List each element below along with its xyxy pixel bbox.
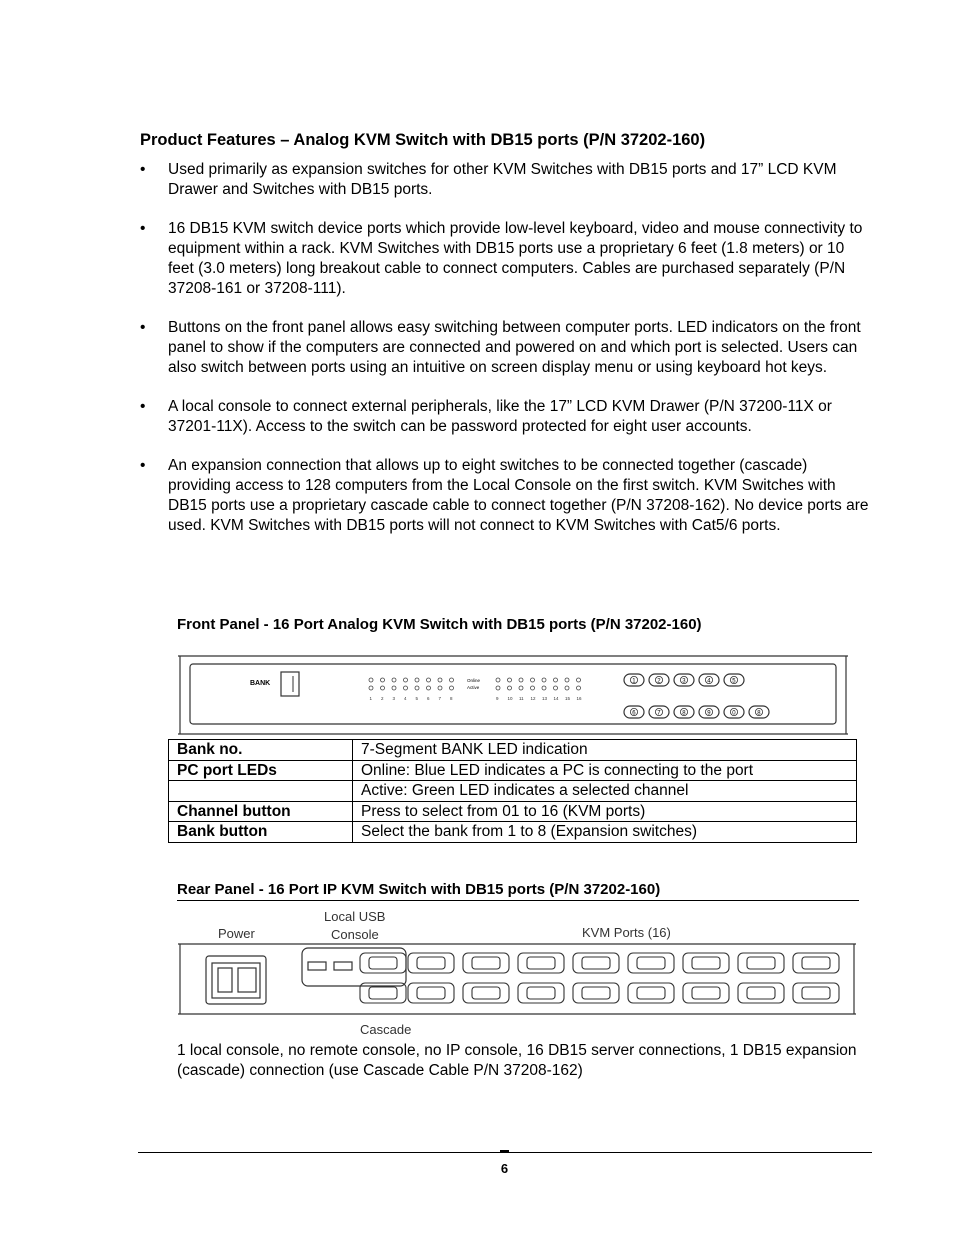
feature-text: 16 DB15 KVM switch device ports which provide low-level keyboard, video and mouse connectivity to equipment within a rack. KVM Switches with DB15 ports use a proprietary 6 feet (1.8 meters) or 10 feet (3.0 meters) long breakout cable to connect computers. Cables are purchased separately (P/N 37208-161 or 37208-111). (168, 220, 863, 297)
led-online (438, 678, 442, 682)
bullet: • (140, 457, 146, 474)
table-cell-value: Online: Blue LED indicates a PC is connecting to the port (353, 760, 857, 781)
button-number: 8 (682, 710, 686, 717)
online-label: Online (467, 678, 481, 683)
db15-port (738, 953, 784, 973)
table-row (169, 781, 857, 802)
led-active (369, 686, 373, 690)
led-active (531, 686, 535, 690)
led-number: 15 (565, 696, 571, 701)
button-number: 7 (657, 710, 661, 717)
front-panel-image (178, 654, 848, 736)
bullet: • (140, 220, 146, 237)
led-online (427, 678, 431, 682)
led-active (508, 686, 512, 690)
led-numbers (370, 696, 583, 701)
usb-console-block (302, 948, 406, 986)
button-number: 1 (632, 678, 636, 685)
db15-port (738, 983, 784, 1003)
front-panel-heading: Front Panel - 16 Port Analog KVM Switch with DB15 ports (P/N 37202-160) (177, 616, 702, 633)
bullet: • (140, 161, 146, 178)
panel-buttons (624, 674, 769, 718)
led-number: 13 (542, 696, 548, 701)
button-number: 0 (732, 710, 736, 717)
rear-panel-heading: Rear Panel - 16 Port IP KVM Switch with DB15 ports (P/N 37202-160) (177, 881, 859, 901)
led-number: 12 (530, 696, 536, 701)
db15-shell (802, 957, 830, 969)
led-active (404, 686, 408, 690)
local-usb-label: Local USB (324, 909, 386, 924)
power-label: Power (218, 926, 255, 941)
led-number: 2 (381, 696, 384, 701)
button-number: 5 (732, 678, 736, 685)
db15-shell (417, 987, 445, 999)
db15-shell (692, 957, 720, 969)
db15-shell (582, 957, 610, 969)
led-online (450, 678, 454, 682)
feature-list (140, 160, 870, 555)
db15-port (360, 953, 406, 973)
db15-port (628, 983, 674, 1003)
db15-port (573, 983, 619, 1003)
led-active (415, 686, 419, 690)
db15-port (793, 953, 839, 973)
db15-shell (582, 987, 610, 999)
footer-tick (500, 1150, 509, 1153)
led-number: 4 (404, 696, 407, 701)
db15-port (518, 953, 564, 973)
feature-text: A local console to connect external peripherals, like the 17” LCD KVM Drawer (P/N 37200-11X or 37201-11X). Access to the switch can be password protected for eight user accounts. (168, 398, 832, 435)
bullet: • (140, 398, 146, 415)
led-number: 5 (415, 696, 419, 701)
db15-shell (369, 987, 397, 999)
rear-panel-image (178, 906, 858, 1038)
table-row (169, 740, 857, 761)
led-active (577, 686, 581, 690)
button-number: 3 (682, 678, 686, 685)
table-cell-value: 7-Segment BANK LED indication (353, 740, 857, 761)
db15-shell (369, 957, 397, 969)
db15-shell (637, 987, 665, 999)
button-number: 4 (707, 678, 711, 685)
led-number: 14 (553, 696, 559, 701)
led-number: 1 (369, 696, 373, 701)
table-cell-value: Active: Green LED indicates a selected channel (353, 781, 857, 802)
table-cell-label (169, 781, 353, 802)
table-cell-label: PC port LEDs (169, 760, 353, 781)
led-active (496, 686, 500, 690)
db15-port (408, 983, 454, 1003)
table-cell-label: Channel button (169, 801, 353, 822)
table-cell-value: Select the bank from 1 to 8 (Expansion switches) (353, 822, 857, 843)
active-label: Active (467, 685, 480, 690)
page-number: 6 (500, 1161, 509, 1176)
db15-port (628, 953, 674, 973)
button-number: 2 (657, 678, 661, 685)
db15-ports (360, 953, 839, 1003)
db15-port (683, 983, 729, 1003)
led-number: 6 (427, 696, 430, 701)
db15-shell (417, 957, 445, 969)
feature-text: An expansion connection that allows up to eight switches to be connected together (cascade) providing access to 128 computers from the Local Console on the first switch. KVM Switches with DB15 ports use a proprietary cascade cable to connect together (P/N 37208-162). No device ports are used. KVM Switches with DB15 ports will not connect to KVM Switches with Cat5/6 ports. (168, 457, 869, 534)
rear-panel-caption: 1 local console, no remote console, no IP console, 16 DB15 server connections, 1 DB15 expansion (cascade) connection (use Cascade Cable P/N 37208-162) (177, 1042, 857, 1079)
db15-shell (747, 957, 775, 969)
led-online (577, 678, 581, 682)
led-active (542, 686, 546, 690)
led-online (554, 678, 558, 682)
led-active (450, 686, 454, 690)
table-cell-label: Bank button (169, 822, 353, 843)
db15-shell (747, 987, 775, 999)
table-row (169, 822, 857, 843)
console-label: Console (331, 927, 379, 942)
kvm-ports-label: KVM Ports (16) (582, 925, 671, 940)
db15-port (683, 953, 729, 973)
db15-shell (637, 957, 665, 969)
front-panel-table (168, 739, 857, 843)
button-number: 8 (757, 710, 761, 717)
feature-text: Buttons on the front panel allows easy switching between computer ports. LED indicators on the front panel to show if the computers are connected and powered on and which port is selected. Users can also switch between ports using an intuitive on screen display menu or using keyboard hot keys. (168, 319, 861, 376)
led-online (381, 678, 385, 682)
led-number: 3 (392, 696, 396, 701)
section-title: Product Features – Analog KVM Switch with DB15 ports (P/N 37202-160) (140, 131, 706, 149)
led-online (565, 678, 569, 682)
led-active (392, 686, 396, 690)
table-cell-value: Press to select from 01 to 16 (KVM ports) (353, 801, 857, 822)
db15-port (463, 953, 509, 973)
feature-item (140, 456, 870, 536)
table-row (169, 801, 857, 822)
db15-shell (692, 987, 720, 999)
led-active (427, 686, 431, 690)
led-active (519, 686, 523, 690)
led-active (565, 686, 569, 690)
led-online (508, 678, 512, 682)
led-active (381, 686, 385, 690)
led-active (438, 686, 442, 690)
db15-shell (472, 957, 500, 969)
feature-item (140, 318, 870, 378)
button-number: 6 (632, 710, 636, 717)
led-number: 7 (438, 696, 442, 701)
db15-port (463, 983, 509, 1003)
led-active (554, 686, 558, 690)
db15-port (518, 983, 564, 1003)
db15-shell (472, 987, 500, 999)
feature-item (140, 397, 870, 437)
db15-shell (802, 987, 830, 999)
feature-text: Used primarily as expansion switches for other KVM Switches with DB15 ports and 17” LCD KVM Drawer and Switches with DB15 ports. (168, 161, 837, 198)
db15-port (408, 953, 454, 973)
db15-port (573, 953, 619, 973)
feature-item (140, 219, 870, 299)
db15-port (793, 983, 839, 1003)
led-number: 11 (519, 696, 524, 701)
bank-label: BANK (250, 680, 271, 687)
led-number: 8 (450, 696, 453, 701)
db15-shell (527, 987, 555, 999)
led-online (531, 678, 535, 682)
led-online (392, 678, 396, 682)
led-online (542, 678, 546, 682)
led-online (369, 678, 373, 682)
led-number: 16 (576, 696, 582, 701)
button-number: 9 (707, 710, 711, 717)
bullet: • (140, 319, 146, 336)
led-number: 9 (496, 696, 499, 701)
led-online (415, 678, 419, 682)
led-online (404, 678, 408, 682)
bank-display (281, 672, 299, 696)
cascade-label: Cascade (360, 1022, 412, 1037)
led-number: 10 (507, 696, 513, 701)
db15-shell (527, 957, 555, 969)
feature-item (140, 160, 870, 200)
led-online (519, 678, 523, 682)
table-row (169, 760, 857, 781)
led-online (496, 678, 500, 682)
table-cell-label: Bank no. (169, 740, 353, 761)
